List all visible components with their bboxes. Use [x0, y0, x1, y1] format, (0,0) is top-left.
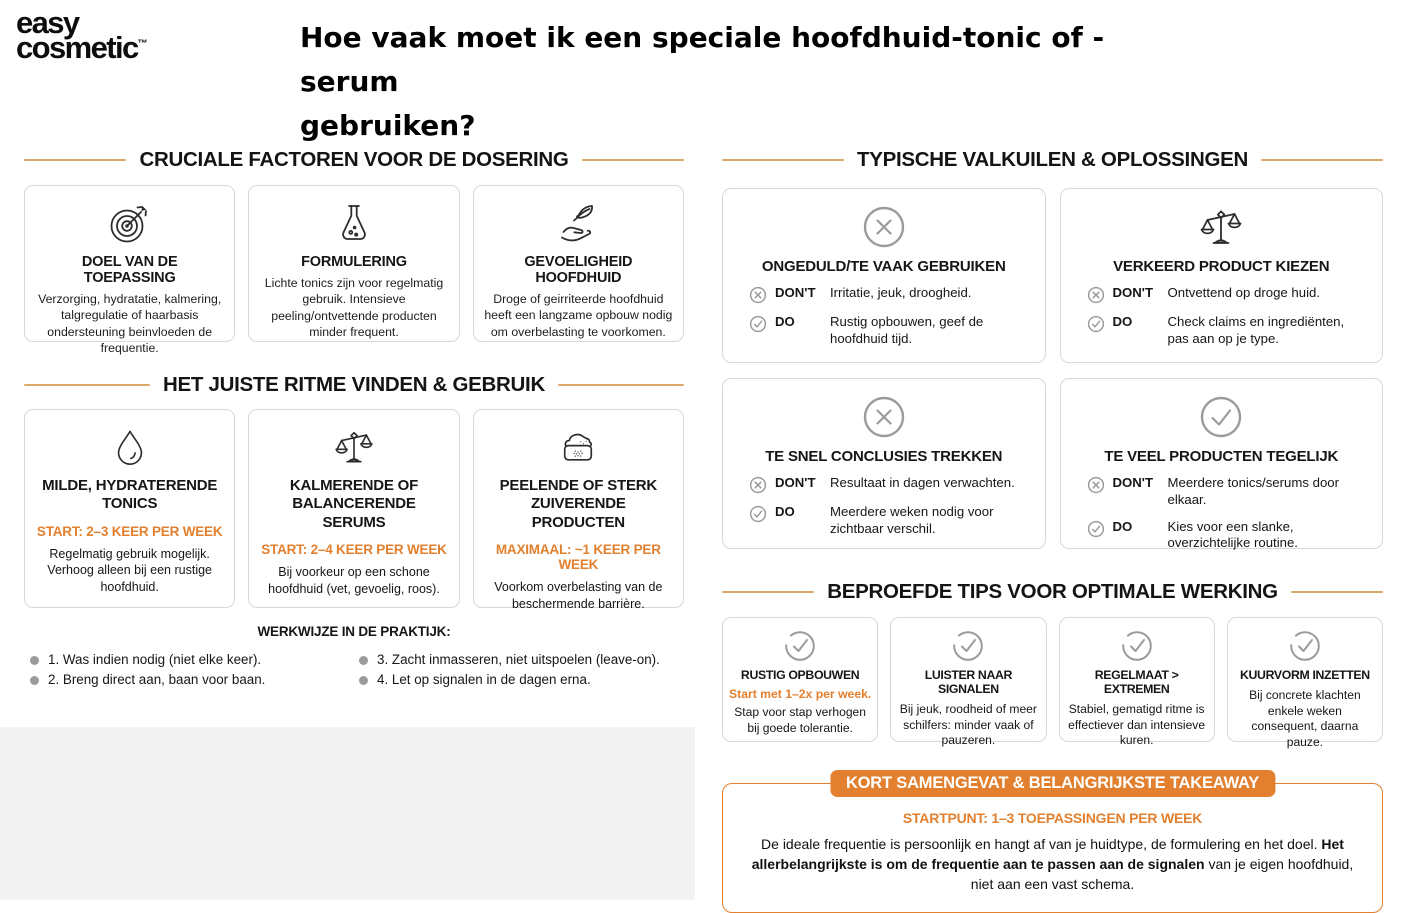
left-column	[24, 148, 684, 687]
dose-recommendation: MAXIMAAL: ~1 KEER PER WEEK	[495, 541, 661, 572]
card-luister-naar-signalen	[890, 617, 1046, 748]
check-circle-icon	[1120, 629, 1154, 663]
bullet-dot-icon	[30, 656, 39, 665]
tip-highlight: Start met 1–2x per week.	[729, 687, 872, 701]
card-te-snel-conclusies	[722, 378, 1046, 549]
page-title: Hoe vaak moet ik een speciale hoofdhuid-tonic of -serum gebruiken?	[300, 21, 1105, 143]
do-row: DO Meerdere weken nodig voor zichtbaar verschil.	[749, 504, 1019, 538]
dont-row: DON'T Irritatie, jeuk, droogheid.	[749, 285, 1019, 304]
x-circle-small-icon	[1087, 476, 1105, 494]
card-body: Bij voorkeur op een schone hoofdhuid (vet, gevoelig, roos).	[268, 564, 440, 596]
hand-feather-icon	[553, 199, 603, 247]
balance-scale-icon	[1197, 203, 1245, 251]
card-title: DOEL VAN DE TOEPASSING	[81, 254, 178, 286]
check-circle-icon	[1288, 629, 1322, 663]
card-title: LUISTER NAAR SIGNALEN	[924, 668, 1013, 696]
practice-section	[24, 624, 684, 687]
divider-line	[722, 591, 814, 593]
dose-recommendation: START: 2–4 KEER PER WEEK	[261, 541, 447, 557]
card-title: GEVOELIGHEID HOOFDHUID	[524, 254, 633, 286]
takeaway-badge: KORT SAMENGEVAT & BELANGRIJKSTE TAKEAWAY	[830, 770, 1275, 797]
practice-item: 1. Was indien nodig (niet elke keer).	[30, 652, 349, 667]
practice-item: 4. Let op signalen in de dagen erna.	[359, 672, 678, 687]
section-heading-tips: BEPROEFDE TIPS VOOR OPTIMALE WERKING	[722, 580, 1383, 604]
card-title: MILDE, HYDRATERENDE TONICS	[42, 477, 218, 513]
divider-line	[558, 384, 684, 386]
check-circle-small-icon	[1087, 315, 1105, 333]
card-body: Verzorging, hydratatie, kalmering, talgregulatie of haarbasis ondersteuning beinvloeden de frequentie.	[38, 292, 222, 356]
card-doel-van-de-toepassing	[24, 185, 235, 356]
card-kuurvorm-inzetten	[1227, 617, 1383, 750]
practice-item: 2. Breng direct aan, baan voor baan.	[30, 672, 349, 687]
check-circle-icon	[783, 629, 817, 663]
section-heading-factors: CRUCIALE FACTOREN VOOR DE DOSERING	[24, 148, 684, 172]
takeaway-body: De ideale frequentie is persoonlijk en hangt af van je huidtype, de formulering en het doel. Het allerbelangrijkste is om de frequentie aan te passen aan de signalen van je eigen hoofdhuid, niet aan een vast schema.	[751, 836, 1354, 892]
card-formulering	[248, 185, 459, 342]
tips-cards	[722, 617, 1383, 750]
divider-line	[24, 384, 150, 386]
card-milde-tonics	[24, 409, 235, 608]
divider-line	[722, 159, 844, 161]
practice-column-left	[30, 647, 349, 687]
card-title: ONGEDULD/TE VAAK GEBRUIKEN	[761, 258, 1006, 275]
card-title: KUURVORM INZETTEN	[1239, 668, 1370, 682]
card-title: PEELENDE OF STERK ZUIVERENDE PRODUCTEN	[499, 477, 658, 531]
card-gevoeligheid-hoofdhuid	[473, 185, 684, 342]
card-te-veel-producten	[1060, 378, 1384, 549]
card-body: Stap voor stap verhogen bij goede tolerantie.	[734, 705, 867, 735]
dont-row: DON'T Meerdere tonics/serums door elkaar.	[1087, 475, 1357, 509]
card-title: TE SNEL CONCLUSIES TREKKEN	[765, 448, 1003, 465]
easycosmetic-logo	[16, 5, 148, 66]
dont-row: DON'T Resultaat in dagen verwachten.	[749, 475, 1019, 494]
practice-item: 3. Zacht inmasseren, niet uitspoelen (leave-on).	[359, 652, 678, 667]
check-circle-small-icon	[1087, 520, 1105, 538]
divider-line	[1261, 159, 1383, 161]
card-ongeduld	[722, 188, 1046, 363]
bullet-dot-icon	[359, 656, 368, 665]
check-circle-icon	[1197, 393, 1245, 441]
check-circle-icon	[951, 629, 985, 663]
card-body: Bij jeuk, roodheid of meer schilfers: minder vaak of pauzeren.	[899, 702, 1037, 748]
card-title: RUSTIG OPBOUWEN	[740, 668, 860, 682]
flask-icon	[329, 199, 379, 247]
check-circle-small-icon	[749, 505, 767, 523]
card-title: KALMERENDE OF BALANCERENDE SERUMS	[289, 477, 419, 531]
balance-scale-icon	[331, 425, 377, 469]
x-circle-small-icon	[749, 476, 767, 494]
card-rustig-opbouwen	[722, 617, 878, 742]
logo-line2: cosmetic	[16, 30, 138, 66]
check-circle-small-icon	[749, 315, 767, 333]
divider-line	[582, 159, 684, 161]
target-icon	[105, 199, 155, 247]
card-body: Regelmatig gebruik mogelijk. Verhoog alleen bij een rustige hoofdhuid.	[47, 546, 213, 594]
practice-heading: WERKWIJZE IN DE PRAKTIJK:	[257, 624, 451, 639]
divider-line	[1291, 591, 1383, 593]
card-title: VERKEERD PRODUCT KIEZEN	[1113, 258, 1330, 275]
card-body: Voorkom overbelasting van de beschermende barrière.	[494, 579, 663, 611]
divider-line	[24, 159, 126, 161]
do-row: DO Kies voor een slanke, overzichtelijke routine.	[1087, 519, 1357, 553]
dont-row: DON'T Ontvettend op droge huid.	[1087, 285, 1357, 304]
do-row: DO Rustig opbouwen, geef de hoofdhuid tijd.	[749, 314, 1019, 348]
section-heading-pitfalls: TYPISCHE VALKUILEN & OPLOSSINGEN	[722, 148, 1383, 172]
card-title: REGELMAAT > EXTREMEN	[1094, 668, 1179, 696]
factor-cards	[24, 185, 684, 356]
card-body: Droge of geirriteerde hoofdhuid heeft een langzame opbouw nodig om overbelasting te voorkomen.	[484, 292, 673, 339]
card-kalmerende-serums	[248, 409, 459, 608]
x-circle-small-icon	[749, 286, 767, 304]
card-body: Lichte tonics zijn voor regelmatig gebruik. Intensieve peeling/ontvettende producten minder frequent.	[264, 276, 444, 340]
cream-jar-icon	[555, 425, 601, 469]
x-circle-icon	[860, 203, 908, 251]
rhythm-cards	[24, 409, 684, 611]
do-row: DO Check claims en ingrediënten, pas aan op je type.	[1087, 314, 1357, 348]
dose-recommendation: START: 2–3 KEER PER WEEK	[36, 523, 223, 539]
pitfall-cards-row2	[722, 378, 1383, 549]
takeaway-subheading: STARTPUNT: 1–3 TOEPASSINGEN PER WEEK	[902, 810, 1203, 826]
water-drop-icon	[107, 425, 153, 469]
card-peelende-producten	[473, 409, 684, 611]
section-heading-rhythm: HET JUISTE RITME VINDEN & GEBRUIK	[24, 373, 684, 397]
practice-column-right	[359, 647, 678, 687]
card-verkeerd-product	[1060, 188, 1384, 363]
trademark-symbol: ™	[137, 39, 148, 51]
footer-gray-area	[0, 727, 695, 900]
bullet-dot-icon	[359, 676, 368, 685]
card-regelmaat-extremen	[1059, 617, 1215, 748]
card-title: FORMULERING	[301, 254, 407, 270]
card-title: TE VEEL PRODUCTEN TEGELIJK	[1104, 448, 1339, 465]
x-circle-small-icon	[1087, 286, 1105, 304]
takeaway-box	[722, 774, 1383, 913]
right-column	[722, 148, 1383, 913]
pitfall-cards-row1	[722, 188, 1383, 363]
bullet-dot-icon	[30, 676, 39, 685]
logo-line1: easy	[16, 5, 79, 40]
x-circle-icon	[860, 393, 908, 441]
card-body: Bij concrete klachten enkele weken consequent, daarna pauze.	[1249, 688, 1361, 750]
card-body: Stabiel, gematigd ritme is effectiever dan intensieve kuren.	[1068, 702, 1206, 748]
